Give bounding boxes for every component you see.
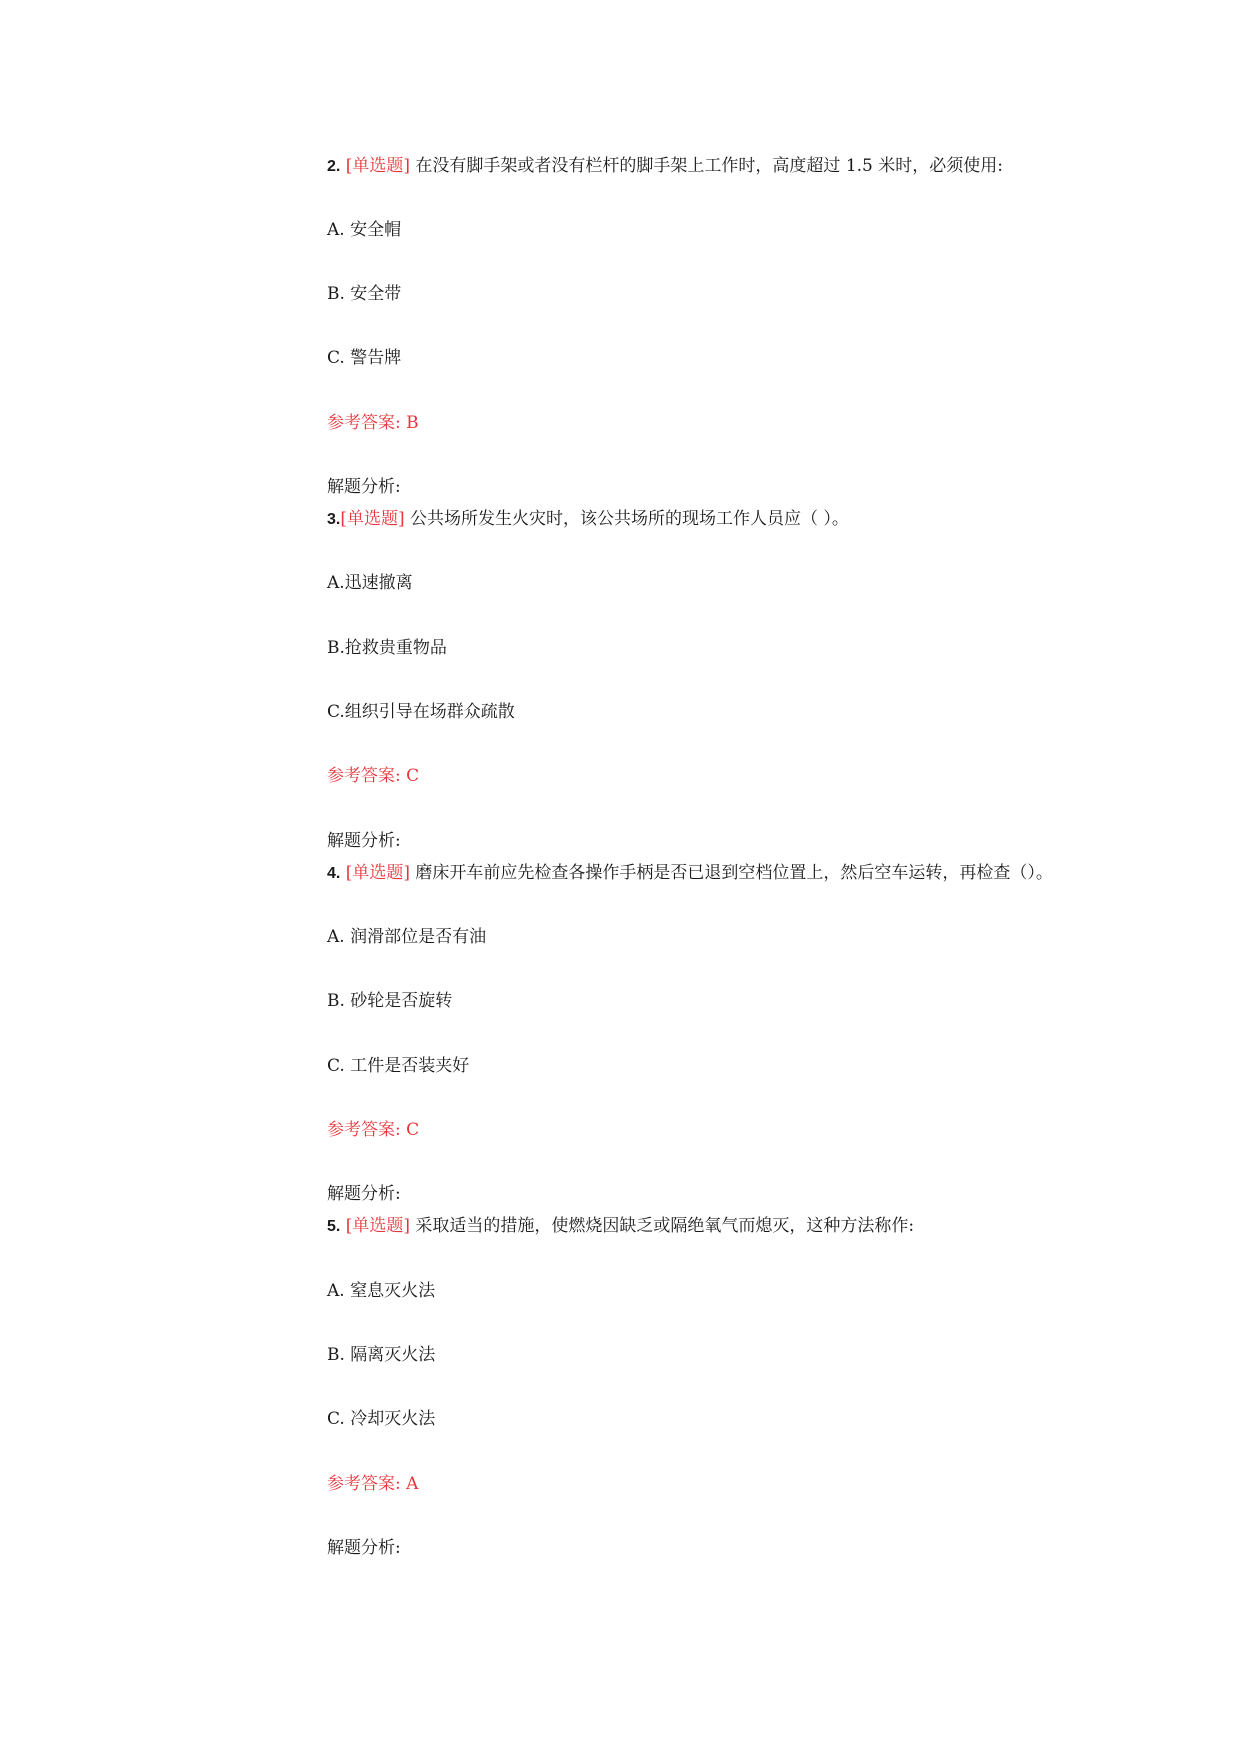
question-2-stem (327, 154, 1003, 179)
question-3-answer: 参考答案: C (327, 766, 420, 786)
question-2-answer: 参考答案: B (327, 413, 419, 433)
question-3-option-b: B.抢救贵重物品 (327, 638, 447, 658)
question-text: 磨床开车前应先检查各操作手柄是否已退到空档位置上，然后空车运转，再检查（）。 (415, 863, 1053, 883)
question-type-tag: [单选题] (345, 863, 411, 883)
question-number: 5. (327, 1218, 341, 1235)
question-number: 3. (327, 511, 341, 528)
question-5-option-a: A. 窒息灭火法 (327, 1281, 436, 1301)
question-5-stem (327, 1214, 914, 1239)
question-text: 在没有脚手架或者没有栏杆的脚手架上工作时，高度超过 1.5 米时，必须使用: (415, 156, 1003, 176)
question-number: 4. (327, 865, 341, 882)
question-5-option-b: B. 隔离灭火法 (327, 1345, 436, 1365)
question-4-answer: 参考答案: C (327, 1120, 420, 1140)
question-5-answer: 参考答案: A (327, 1474, 419, 1494)
question-5-option-c: C. 冷却灭火法 (327, 1409, 436, 1429)
question-2-option-a: A. 安全帽 (327, 220, 402, 240)
question-text: 公共场所发生火灾时，该公共场所的现场工作人员应（ ）。 (410, 509, 849, 529)
question-4-option-c: C. 工件是否装夹好 (327, 1056, 470, 1076)
question-3-stem (327, 507, 849, 532)
question-type-tag: [单选题] (345, 156, 411, 176)
question-4-option-b: B. 砂轮是否旋转 (327, 991, 453, 1011)
question-3-option-a: A.迅速撤离 (327, 573, 413, 593)
question-3-analysis: 解题分析: (327, 831, 401, 851)
question-2-option-c: C. 警告牌 (327, 348, 402, 368)
question-type-tag: [单选题] (340, 509, 405, 529)
question-4-option-a: A. 润滑部位是否有油 (327, 927, 487, 947)
question-2-analysis: 解题分析: (327, 477, 401, 497)
question-5-analysis: 解题分析: (327, 1538, 401, 1558)
question-number: 2. (327, 158, 341, 175)
question-text: 采取适当的措施，使燃烧因缺乏或隔绝氧气而熄灭，这种方法称作: (415, 1216, 915, 1236)
question-3-option-c: C.组织引导在场群众疏散 (327, 702, 515, 722)
question-4-analysis: 解题分析: (327, 1184, 401, 1204)
question-4-stem (327, 861, 1053, 886)
question-2-option-b: B. 安全带 (327, 284, 402, 304)
question-type-tag: [单选题] (345, 1216, 411, 1236)
